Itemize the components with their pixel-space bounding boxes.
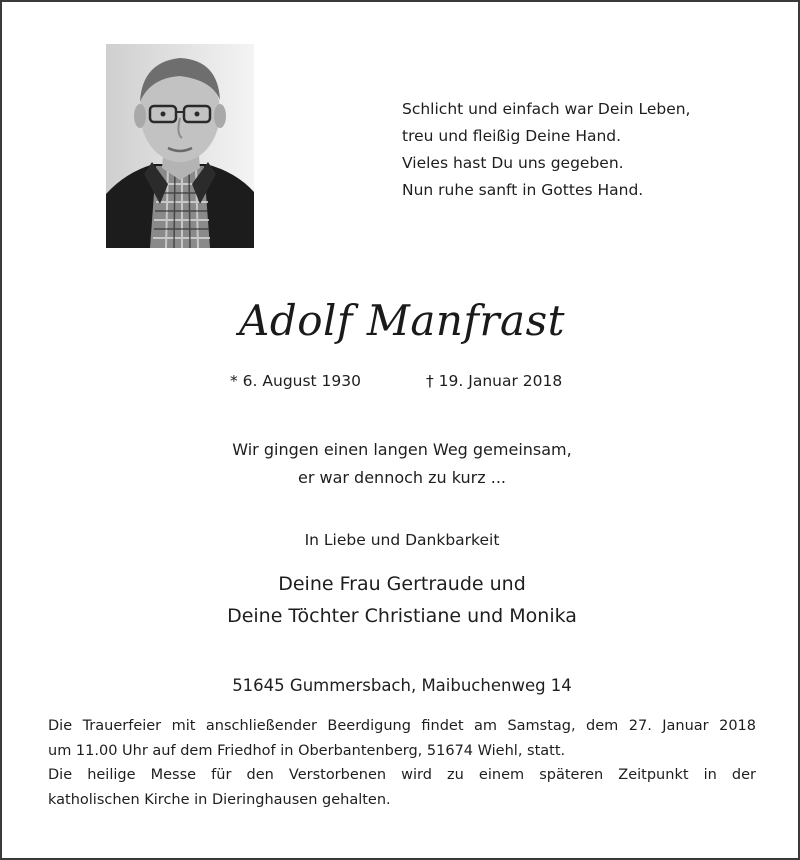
birth-date: * 6. August 1930 — [230, 372, 362, 390]
deceased-name: Adolf Manfrast — [238, 296, 566, 345]
portrait-photo — [106, 44, 254, 248]
poem-line: Schlicht und einfach war Dein Leben, — [402, 100, 691, 118]
poem-line: Nun ruhe sanft in Gottes Hand. — [402, 181, 644, 199]
info-line: katholischen Kirche in Dieringhausen gehalten. — [48, 791, 391, 808]
portrait-illustration — [106, 44, 254, 248]
poem-line: treu und fleißig Deine Hand. — [402, 127, 622, 145]
funeral-info — [48, 714, 756, 812]
info-line: Die heilige Messe für den Verstorbenen wird zu einem späteren Zeitpunkt in der — [48, 767, 756, 783]
quote-line: er war dennoch zu kurz ... — [297, 468, 506, 487]
poem-line: Vieles hast Du uns gegeben. — [402, 154, 624, 172]
dedication: In Liebe und Dankbarkeit — [304, 531, 500, 549]
quote-line: Wir gingen einen langen Weg gemeinsam, — [232, 440, 572, 459]
info-line: um 11.00 Uhr auf dem Friedhof in Oberbantenberg, 51674 Wiehl, statt. — [48, 742, 566, 759]
death-date: † 19. Januar 2018 — [426, 372, 563, 390]
family-line: Deine Töchter Christiane und Monika — [227, 605, 577, 627]
family-names — [2, 568, 800, 632]
family-line: Deine Frau Gertraude und — [278, 573, 526, 595]
memorial-quote — [2, 436, 800, 492]
info-line: Die Trauerfeier mit anschließender Beerdigung findet am Samstag, dem 27. Januar 2018 — [48, 718, 756, 734]
poem — [402, 96, 690, 204]
family-address: 51645 Gummersbach, Maibuchenweg 14 — [232, 676, 572, 695]
